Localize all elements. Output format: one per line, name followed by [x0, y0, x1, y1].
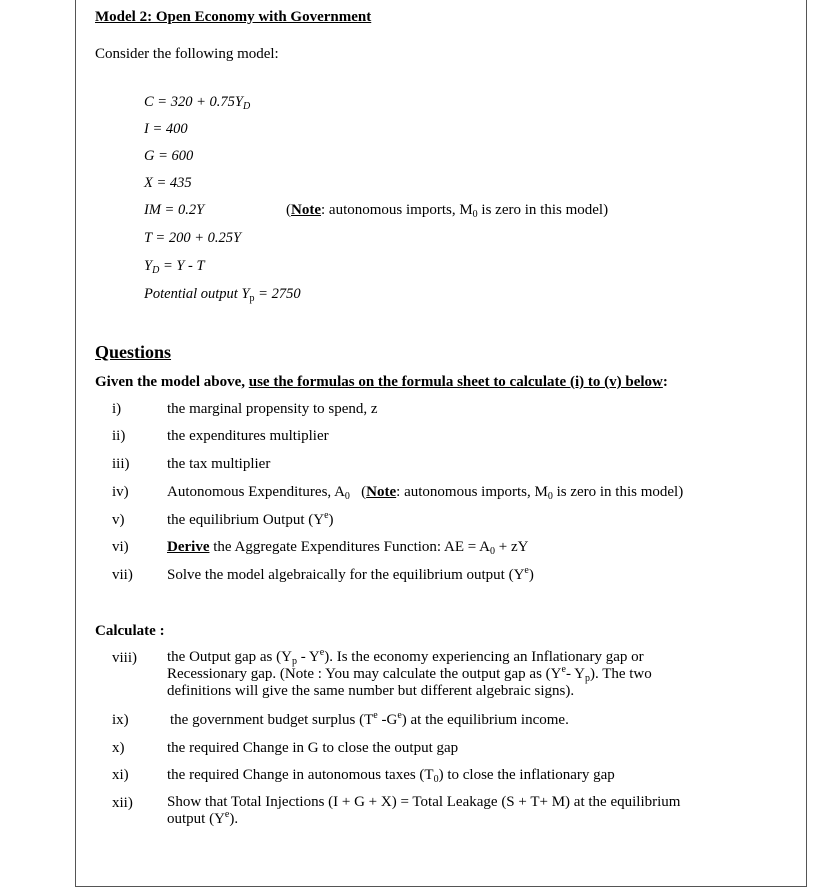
- page-border-bottom: [75, 886, 807, 887]
- question-number: ii): [112, 428, 126, 444]
- calculate-heading: Calculate :: [95, 623, 165, 639]
- questions-heading: Questions: [95, 342, 172, 362]
- question-number: vii): [112, 567, 133, 583]
- question-text: Solve the model algebraically for the equilibrium output $(Y^e)$: [167, 565, 534, 583]
- question-text: the expenditures multiplier: [167, 428, 329, 444]
- imports-note: (Note: autonomous imports, $M_0$ is zero in this model): [286, 202, 609, 220]
- question-text: the government budget surplus ($T^e$ $-G^e$) at the equilibrium income.: [170, 710, 569, 728]
- eq-imports: IM = 0.2Y: [144, 202, 205, 218]
- eq-taxes: T = 200 + 0.25Y: [144, 230, 242, 246]
- eq-disposable-income: $Y_D = Y - T$: [144, 258, 205, 276]
- page-border-right: [806, 0, 807, 887]
- eq-exports: X = 435: [144, 175, 192, 191]
- question-text: the tax multiplier: [167, 456, 271, 472]
- intro-text: Consider the following model:: [95, 46, 279, 62]
- question-text: the Output gap as $(Y_p - Y^e)$. Is the economy experiencing an Inflationary gap or Recessionary gap. (Note : You may calculate the output gap as ($Y^e-$ $Y_p$). The two definitions will give the same number but different algebraic signs).: [167, 647, 652, 699]
- question-number: xi): [112, 767, 129, 783]
- model-title: Model 2: Open Economy with Government: [95, 9, 372, 25]
- question-text: Derive the Aggregate Expenditures Function: AE = $A_0$ + zY: [167, 539, 529, 557]
- question-text: the equilibrium Output $(Y^e)$: [167, 510, 334, 528]
- question-number: iii): [112, 456, 130, 472]
- question-number: viii): [112, 650, 137, 666]
- question-number: ix): [112, 712, 129, 728]
- page-border-left: [75, 0, 76, 887]
- question-number: xii): [112, 795, 133, 811]
- question-number: v): [112, 512, 125, 528]
- question-text: the required Change in autonomous taxes $(T_0)$ to close the inflationary gap: [167, 767, 615, 785]
- question-text: the marginal propensity to spend, z: [167, 401, 378, 417]
- question-text: Show that Total Injections (I + G + X) = Total Leakage (S + T+ M) at the equilibrium output $(Y^e)$.: [167, 794, 681, 827]
- question-number: iv): [112, 484, 129, 500]
- eq-investment: I = 400: [144, 121, 188, 137]
- question-text: the required Change in G to close the output gap: [167, 740, 459, 756]
- question-number: vi): [112, 539, 129, 555]
- question-text: Autonomous Expenditures, $A_0$ (Note: autonomous imports, $M_0$ is zero in this model): [167, 484, 684, 502]
- given-instructions: Given the model above, use the formulas on the formula sheet to calculate (i) to (v) below:: [95, 374, 668, 390]
- question-number: i): [112, 401, 122, 417]
- eq-consumption: $C = 320 + 0.75Y_D$: [144, 94, 251, 112]
- eq-potential-output: Potential output $Y_p = 2750$: [144, 286, 301, 304]
- eq-government: G = 600: [144, 148, 194, 164]
- question-number: x): [112, 740, 125, 756]
